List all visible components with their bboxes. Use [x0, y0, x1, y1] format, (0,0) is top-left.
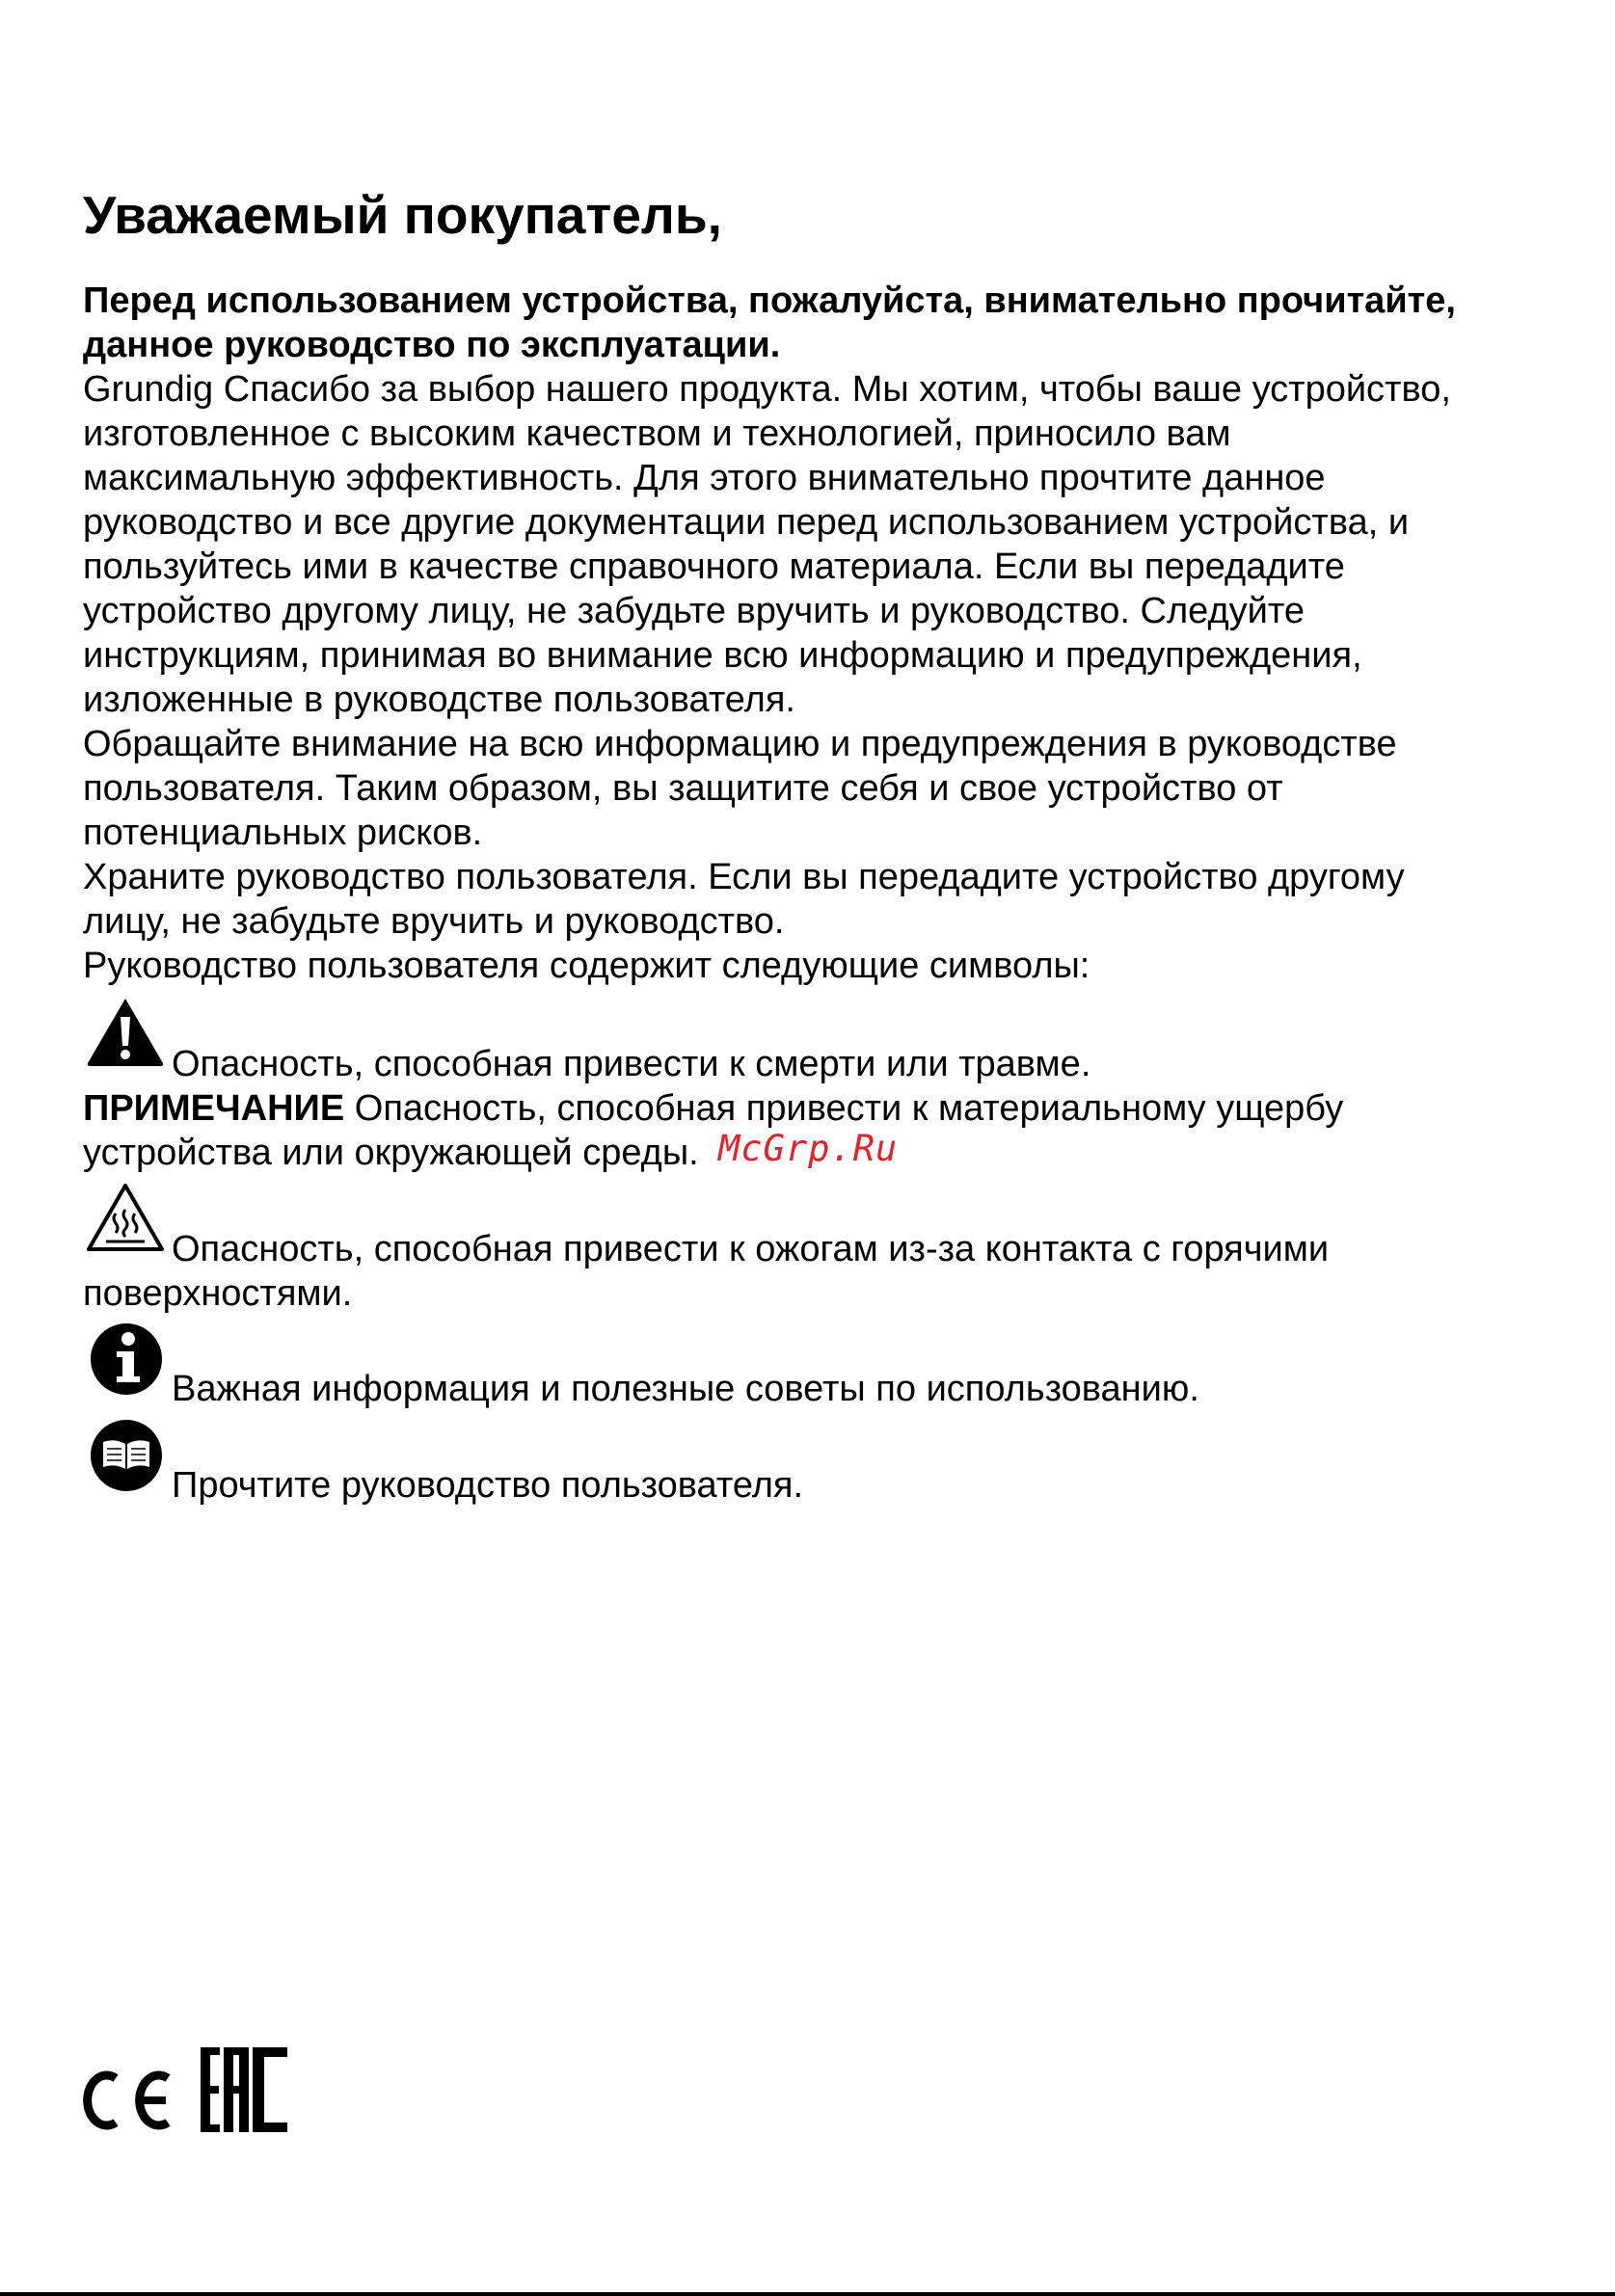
intro-line: Grundig Спасибо за выбор нашего продукта. Мы хотим, чтобы ваше устройство,	[83, 369, 1451, 410]
intro-line: устройство другому лицу, не забудьте вручить и руководство. Следуйте	[83, 591, 1305, 631]
watermark: McGrp.Ru	[718, 1128, 899, 1169]
warning-triangle-icon	[85, 996, 166, 1069]
intro-line: пользуйтесь ими в качестве справочного материала. Если вы передадите	[83, 547, 1345, 587]
intro-line: пользователя. Таким образом, вы защитите себя и свое устройство от	[83, 768, 1283, 809]
intro-line: Руководство пользователя содержит следующие символы:	[83, 946, 1090, 986]
hot-symbol-text-continued: поверхностями.	[83, 1273, 353, 1314]
greeting-heading: Уважаемый покупатель,	[83, 185, 722, 245]
intro-line: инструкциям, принимая во внимание всю информацию и предупреждения,	[83, 635, 1362, 676]
intro-line: руководство и все другие документации перед использованием устройства, и	[83, 502, 1410, 543]
bottom-border	[0, 2292, 1615, 2296]
info-symbol-text: Важная информация и полезные советы по использованию.	[172, 1369, 1199, 1409]
intro-line: изготовленное с высоким качеством и технологией, приносило вам	[83, 414, 1231, 454]
hot-symbol-text: Опасность, способная привести к ожогам из-за контакта с горячими	[172, 1229, 1330, 1269]
note-text: Опасность, способная привести к материальному ущербу	[344, 1088, 1344, 1129]
hot-surface-icon	[85, 1181, 166, 1254]
intro-line: потенциальных рисков.	[83, 813, 483, 853]
intro-bold-line: Перед использованием устройства, пожалуйста, внимательно прочитайте,	[83, 280, 1456, 321]
info-icon	[90, 1322, 163, 1396]
note-label: ПРИМЕЧАНИЕ	[83, 1088, 345, 1129]
note-text-continued: устройства или окружающей среды.	[83, 1133, 699, 1173]
intro-section	[83, 279, 1587, 988]
note-row	[83, 1086, 1343, 1131]
danger-symbol-text: Опасность, способная привести к смерти или травме.	[172, 1044, 1091, 1084]
intro-bold-line: данное руководство по эксплуатации.	[83, 325, 781, 365]
intro-line: максимальную эффективность. Для этого внимательно прочтите данное	[83, 458, 1326, 498]
manual-symbol-text: Прочтите руководство пользователя.	[172, 1465, 804, 1506]
intro-line: Обращайте внимание на всю информацию и предупреждения в руководстве	[83, 724, 1397, 764]
ce-eac-marks-icon	[79, 2042, 291, 2138]
read-manual-icon	[90, 1419, 163, 1492]
intro-line: изложенные в руководстве пользователя.	[83, 680, 795, 720]
intro-line: Храните руководство пользователя. Если вы передадите устройство другому	[83, 857, 1405, 897]
intro-line: лицу, не забудьте вручить и руководство.	[83, 901, 785, 942]
